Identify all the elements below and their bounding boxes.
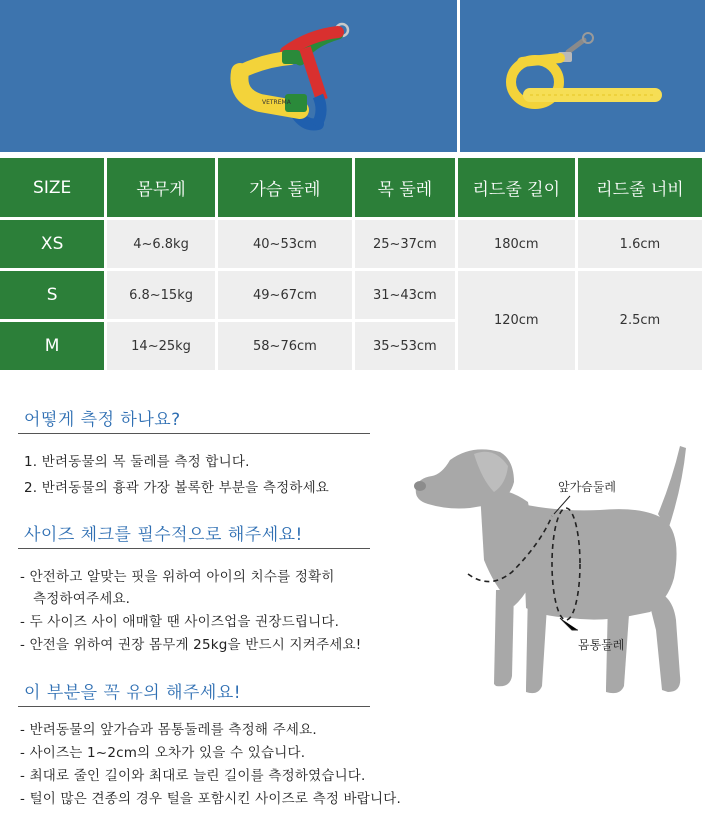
note-item: - 털이 많은 견종의 경우 털을 포함시킨 사이즈로 측정 바랍니다. bbox=[20, 791, 402, 807]
size-check-item: - 안전하고 알맞는 핏을 위하여 아이의 치수를 정확히 bbox=[20, 569, 335, 585]
size-cell: M bbox=[0, 322, 104, 370]
lead-length-cell: 180cm bbox=[458, 220, 575, 268]
how-to-step: 2. 반려동물의 흉곽 가장 볼록한 부분을 측정하세요 bbox=[24, 480, 330, 496]
chest-cell: 49~67cm bbox=[218, 271, 352, 319]
header-lead-length: 리드줄 길이 bbox=[458, 158, 575, 217]
header-chest: 가슴 둘레 bbox=[218, 158, 352, 217]
how-to-divider bbox=[18, 433, 370, 434]
weight-cell: 14~25kg bbox=[107, 322, 215, 370]
chest-girth-label: 앞가슴둘레 bbox=[558, 480, 616, 494]
size-check-title: 사이즈 체크를 필수적으로 해주세요! bbox=[24, 525, 303, 545]
header-weight: 몸무게 bbox=[107, 158, 215, 217]
neck-cell: 25~37cm bbox=[355, 220, 455, 268]
table-row bbox=[0, 220, 702, 268]
header-lead-width: 리드줄 너비 bbox=[578, 158, 702, 217]
note-item: - 최대로 줄인 길이와 최대로 늘린 길이를 측정하였습니다. bbox=[20, 768, 366, 784]
leash-icon bbox=[460, 0, 705, 152]
size-cell: XS bbox=[0, 220, 104, 268]
how-to-step: 1. 반려동물의 목 둘레를 측정 합니다. bbox=[24, 454, 250, 470]
size-table bbox=[0, 155, 705, 373]
size-check-divider bbox=[18, 548, 370, 549]
lead-width-cell: 2.5cm bbox=[578, 271, 702, 370]
size-cell: S bbox=[0, 271, 104, 319]
lead-length-cell: 120cm bbox=[458, 271, 575, 370]
leash-photo bbox=[460, 0, 705, 152]
product-banner bbox=[0, 0, 705, 152]
note-item: - 사이즈는 1~2cm의 오차가 있을 수 있습니다. bbox=[20, 745, 306, 761]
size-check-item: - 안전을 위하여 권장 몸무게 25kg을 반드시 지켜주세요! bbox=[20, 637, 362, 653]
lead-width-cell: 1.6cm bbox=[578, 220, 702, 268]
table-header-row bbox=[0, 158, 702, 217]
dog-silhouette-icon bbox=[410, 440, 700, 700]
note-divider bbox=[18, 706, 370, 707]
harness-brand-text: VETREMA bbox=[262, 99, 291, 106]
harness-photo bbox=[0, 0, 457, 152]
chest-cell: 40~53cm bbox=[218, 220, 352, 268]
weight-cell: 4~6.8kg bbox=[107, 220, 215, 268]
chest-cell: 58~76cm bbox=[218, 322, 352, 370]
body-girth-label: 몸통둘레 bbox=[578, 638, 625, 652]
header-size: SIZE bbox=[0, 158, 104, 217]
header-neck: 목 둘레 bbox=[355, 158, 455, 217]
table-row bbox=[0, 271, 702, 319]
dog-measurement-diagram bbox=[410, 440, 700, 704]
how-to-title: 어떻게 측정 하나요? bbox=[24, 410, 181, 430]
weight-cell: 6.8~15kg bbox=[107, 271, 215, 319]
neck-cell: 31~43cm bbox=[355, 271, 455, 319]
note-item: - 반려동물의 앞가슴과 몸통둘레를 측정해 주세요. bbox=[20, 722, 317, 738]
harness-icon bbox=[0, 0, 457, 152]
size-check-item: 측정하여주세요. bbox=[33, 591, 131, 607]
neck-cell: 35~53cm bbox=[355, 322, 455, 370]
note-title: 이 부분을 꼭 유의 해주세요! bbox=[24, 683, 242, 703]
size-check-item: - 두 사이즈 사이 애매할 땐 사이즈업을 권장드립니다. bbox=[20, 614, 340, 630]
